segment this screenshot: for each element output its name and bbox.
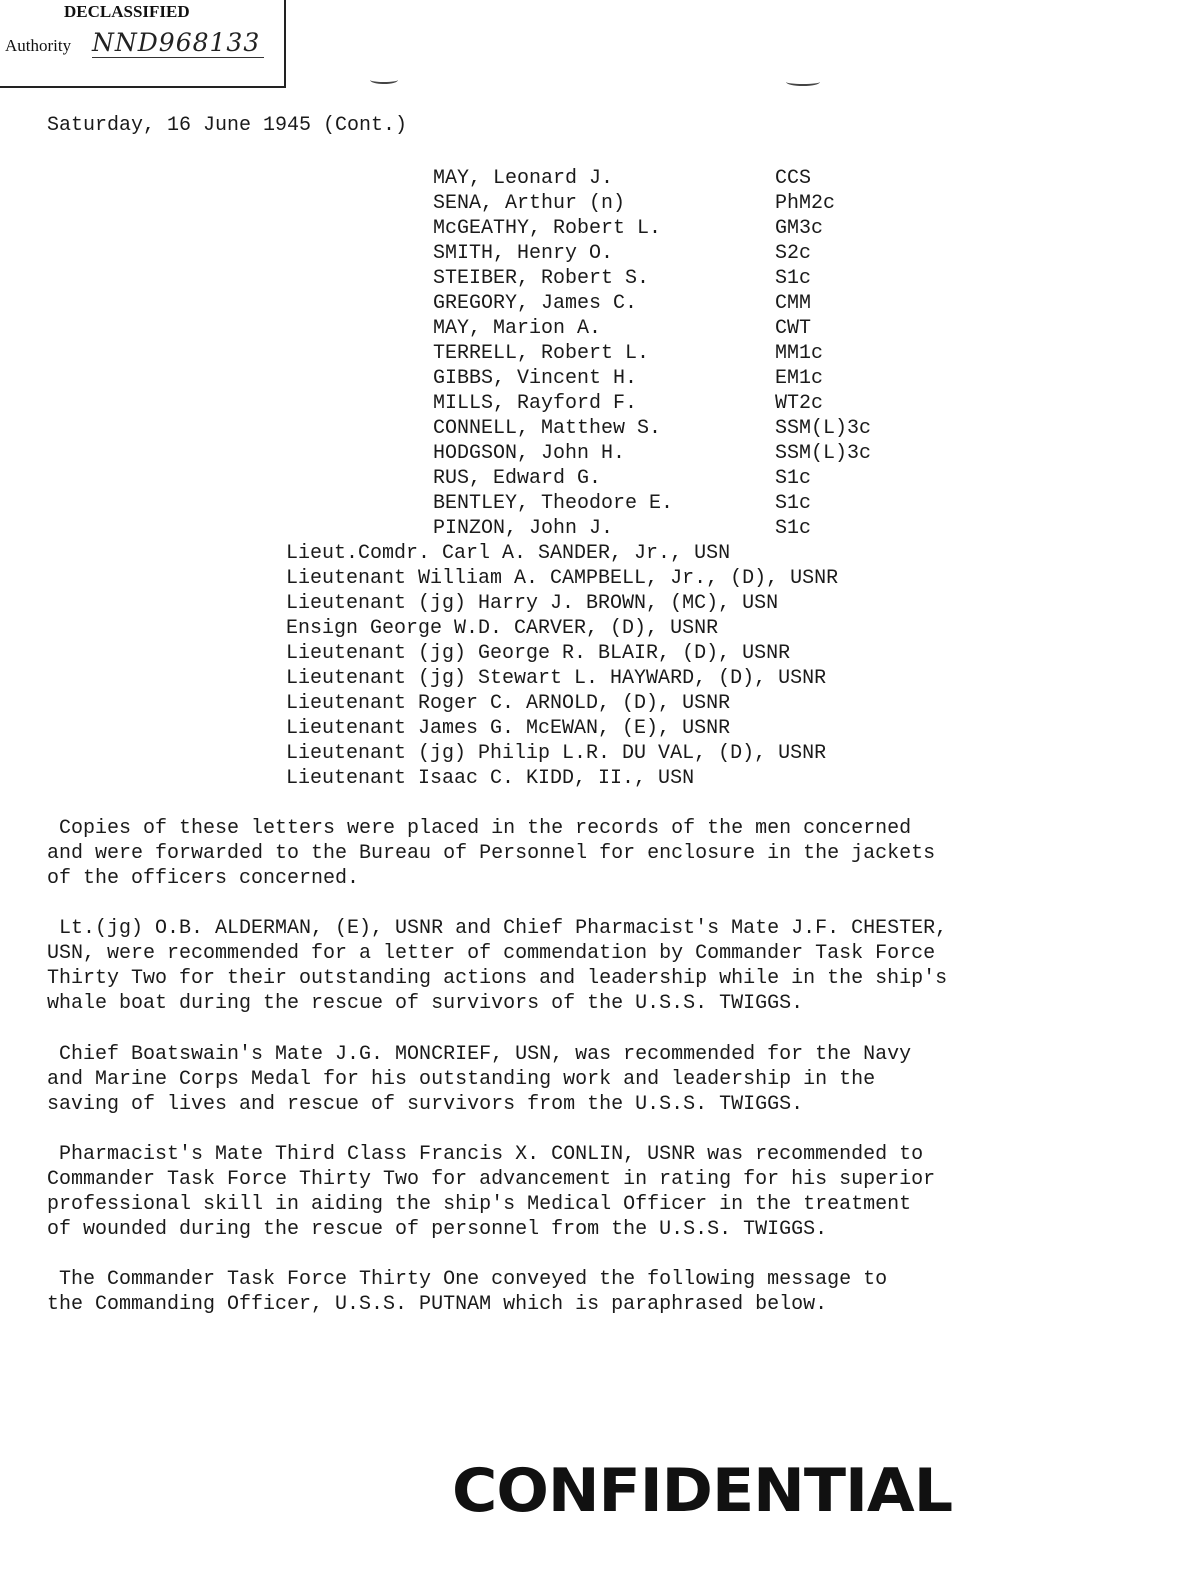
paragraph-copies: Copies of these letters were placed in the records of the men concerned and were forwarded to the Bureau of Personnel for enclosure in the jackets of the officers concerned. <box>47 817 936 890</box>
crew-rating: S1c <box>775 492 812 515</box>
stamp-authority-label: Authority <box>5 36 72 55</box>
crew-name: STEIBER, Robert S. <box>433 267 650 290</box>
officer-entry: Lieutenant William A. CAMPBELL, Jr., (D), USNR <box>286 567 839 590</box>
paragraph-conlin: Pharmacist's Mate Third Class Francis X. CONLIN, USNR was recommended to Commander Task Force Thirty Two for advancement in rating for his superior professional skill in aiding the ship's Medical Officer in the treatment of wounded during the rescue of personnel from the U.S.S. TWIGGS. <box>47 1143 936 1241</box>
crew-name: McGEATHY, Robert L. <box>433 217 662 240</box>
paragraph-ctf31-message: The Commander Task Force Thirty One conveyed the following message to the Commanding Officer, U.S.S. PUTNAM which is paraphrased below. <box>47 1268 888 1316</box>
crew-name: GIBBS, Vincent H. <box>433 367 638 390</box>
officer-entry: Lieutenant Roger C. ARNOLD, (D), USNR <box>286 692 731 715</box>
crew-row <box>433 366 871 391</box>
crew-name: SMITH, Henry O. <box>433 242 614 265</box>
crew-row <box>433 216 871 241</box>
crew-row <box>433 341 871 366</box>
crew-name: RUS, Edward G. <box>433 467 602 490</box>
page-date-heading: Saturday, 16 June 1945 (Cont.) <box>47 114 408 137</box>
crew-name: GREGORY, James C. <box>433 292 638 315</box>
crew-row <box>433 266 871 291</box>
crew-name: MAY, Leonard J. <box>433 167 614 190</box>
officer-entry: Lieutenant (jg) Harry J. BROWN, (MC), USN <box>286 592 779 615</box>
crew-name: MAY, Marion A. <box>433 317 602 340</box>
crew-rating: EM1c <box>775 367 824 390</box>
crew-row <box>433 441 871 466</box>
officer-entry: Lieutenant (jg) Philip L.R. DU VAL, (D), USNR <box>286 742 827 765</box>
crew-rating: PhM2c <box>775 192 836 215</box>
officer-entry: Lieutenant (jg) George R. BLAIR, (D), USNR <box>286 642 791 665</box>
crew-row <box>433 291 871 316</box>
crew-name: HODGSON, John H. <box>433 442 626 465</box>
crew-rating: CMM <box>775 292 812 315</box>
officer-list <box>286 541 838 791</box>
crew-name: CONNELL, Matthew S. <box>433 417 662 440</box>
punch-mark-right <box>786 78 820 86</box>
crew-rating: S1c <box>775 267 812 290</box>
officer-entry: Ensign George W.D. CARVER, (D), USNR <box>286 617 719 640</box>
crew-row <box>433 316 871 341</box>
crew-row <box>433 491 871 516</box>
stamp-title: DECLASSIFIED <box>64 2 190 21</box>
crew-rating: MM1c <box>775 342 824 365</box>
crew-name: MILLS, Rayford F. <box>433 392 638 415</box>
crew-rating: WT2c <box>775 392 824 415</box>
crew-row <box>433 166 871 191</box>
crew-name: BENTLEY, Theodore E. <box>433 492 674 515</box>
officer-entry: Lieutenant (jg) Stewart L. HAYWARD, (D), USNR <box>286 667 827 690</box>
crew-rating: S1c <box>775 517 812 540</box>
crew-row <box>433 241 871 266</box>
crew-row <box>433 516 871 541</box>
crew-rating: SSM(L)3c <box>775 417 872 440</box>
crew-rating: GM3c <box>775 217 824 240</box>
crew-row <box>433 191 871 216</box>
crew-row <box>433 466 871 491</box>
crew-row <box>433 416 871 441</box>
crew-name: SENA, Arthur (n) <box>433 192 626 215</box>
punch-mark-left <box>370 76 398 84</box>
crew-name: TERRELL, Robert L. <box>433 342 650 365</box>
confidential-footer: CONFIDENTIAL <box>452 1456 953 1526</box>
officer-entry: Lieut.Comdr. Carl A. SANDER, Jr., USN <box>286 542 731 565</box>
officer-entry: Lieutenant Isaac C. KIDD, II., USN <box>286 767 695 790</box>
paragraph-moncrief: Chief Boatswain's Mate J.G. MONCRIEF, USN, was recommended for the Navy and Marine Corps Medal for his outstanding work and leadership in the saving of lives and rescue of survivors from the U.S.S. TWIGGS. <box>47 1043 912 1116</box>
crew-row <box>433 391 871 416</box>
crew-rating: CCS <box>775 167 812 190</box>
paragraph-alderman-chester: Lt.(jg) O.B. ALDERMAN, (E), USNR and Chief Pharmacist's Mate J.F. CHESTER, USN, were recommended for a letter of commendation by Commander Task Force Thirty Two for their outstanding actions and leadership while in the ship's whale boat during the rescue of survivors of the U.S.S. TWIGGS. <box>47 917 948 1015</box>
crew-rating: CWT <box>775 317 812 340</box>
stamp-authority-value: NND968133 <box>92 28 264 58</box>
officer-entry: Lieutenant James G. McEWAN, (E), USNR <box>286 717 731 740</box>
declassified-stamp <box>0 0 286 88</box>
crew-list <box>433 166 871 541</box>
crew-name: PINZON, John J. <box>433 517 614 540</box>
crew-rating: SSM(L)3c <box>775 442 872 465</box>
crew-rating: S1c <box>775 467 812 490</box>
crew-rating: S2c <box>775 242 812 265</box>
